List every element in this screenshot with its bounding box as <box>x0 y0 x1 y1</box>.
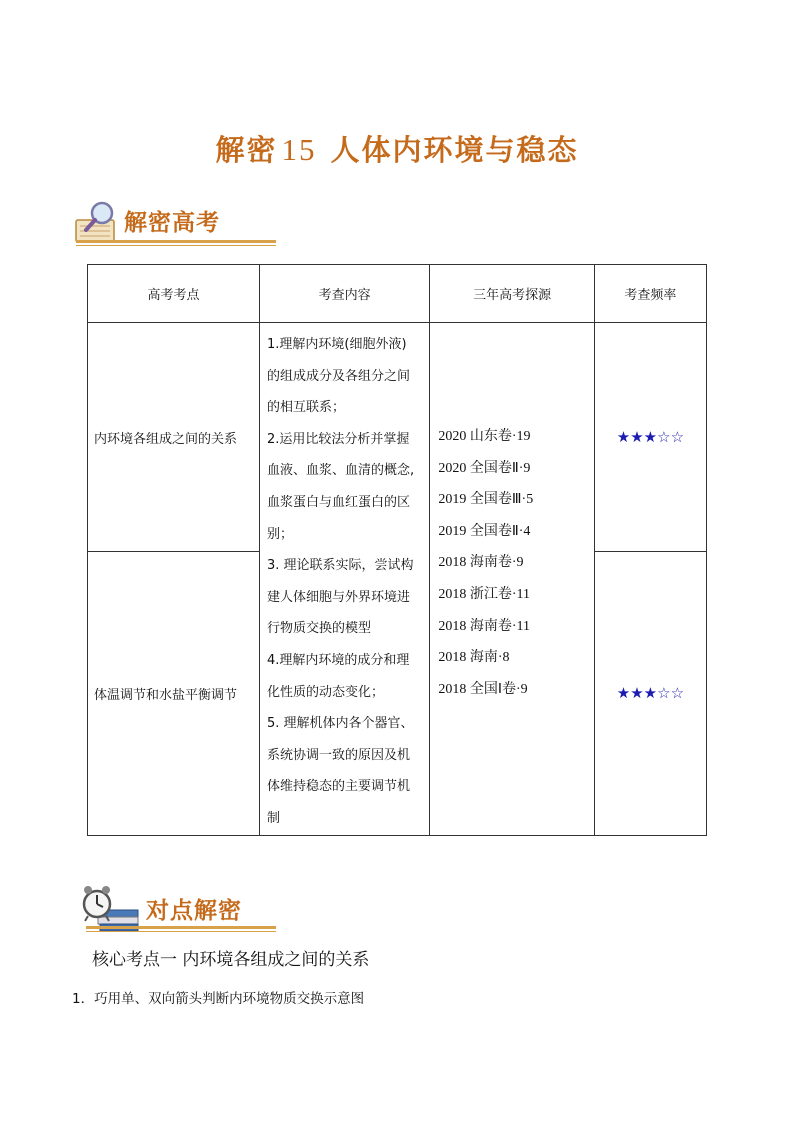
section-underline-thin <box>76 245 276 246</box>
content-line: 5. 理解机体内各个器官、 <box>266 716 414 732</box>
header-cell: 考查频率 <box>594 265 706 323</box>
numbered-item: 1．巧用单、双向箭头判断内环境物质交换示意图 <box>72 991 365 1007</box>
table-row <box>88 323 707 552</box>
section-underline-thin <box>86 931 276 932</box>
header-cell: 三年高考探源 <box>430 265 594 323</box>
source-line: 2018 浙江卷·11 <box>438 586 531 602</box>
title-prefix: 解密 <box>215 133 278 167</box>
exam-point-cell: 体温调节和水盐平衡调节 <box>88 552 260 835</box>
content-line: 行物质交换的模型 <box>266 621 371 637</box>
source-line: 2020 全国卷Ⅱ·9 <box>438 460 531 476</box>
content-line: 体维持稳态的主要调节机 <box>266 779 410 795</box>
content-line: 别； <box>266 526 293 542</box>
section-label-gaokao: 解密高考 <box>124 209 220 236</box>
source-line: 2018 海南·8 <box>438 650 510 666</box>
section-label-duidian: 对点解密 <box>146 897 242 924</box>
content-line: 血液、血浆、血清的概念, <box>266 463 415 479</box>
content-line: 化性质的动态变化； <box>266 684 384 700</box>
section-banner-duidian <box>80 880 280 940</box>
frequency-stars: ★★★☆☆ <box>594 323 706 552</box>
section-underline <box>86 926 276 929</box>
header-cell: 考查内容 <box>259 265 429 323</box>
source-line: 2018 全国Ⅰ卷·9 <box>438 681 528 697</box>
content-line: 建人体细胞与外界环境进 <box>266 589 410 605</box>
content-line: 2.运用比较法分析并掌握 <box>266 431 410 447</box>
table-header-row <box>88 265 707 323</box>
content-line: 系统协调一致的原因及机 <box>266 747 410 763</box>
source-line: 2018 海南卷·9 <box>438 555 524 571</box>
exam-point-cell: 内环境各组成之间的关系 <box>88 323 260 552</box>
content-line: 血浆蛋白与血红蛋白的区 <box>266 494 410 510</box>
content-line: 1.理解内环境(细胞外液) <box>266 337 407 352</box>
title-number: 15 <box>281 132 317 167</box>
source-line: 2020 山东卷·19 <box>438 429 531 444</box>
source-cell <box>430 323 594 836</box>
section-underline <box>76 240 276 243</box>
frequency-stars: ★★★☆☆ <box>594 552 706 835</box>
content-line: 的相互联系； <box>266 400 345 416</box>
content-line: 的组成成分及各组分之间 <box>266 368 410 384</box>
title-text: 人体内环境与稳态 <box>330 133 579 167</box>
source-line: 2019 全国卷Ⅱ·4 <box>438 523 531 539</box>
source-line: 2019 全国卷Ⅲ·5 <box>438 492 534 508</box>
header-cell: 高考考点 <box>88 265 260 323</box>
exam-points-table <box>87 264 707 836</box>
content-line: 4.理解内环境的成分和理 <box>266 652 410 668</box>
section-banner-gaokao <box>70 196 280 256</box>
content-line: 3. 理论联系实际，尝试构 <box>266 558 414 574</box>
source-line: 2018 海南卷·11 <box>438 618 531 634</box>
content-cell <box>259 323 429 836</box>
content-line: 制 <box>266 810 280 826</box>
page-title <box>0 128 794 169</box>
core-point-heading: 核心考点一 内环境各组成之间的关系 <box>92 950 370 970</box>
